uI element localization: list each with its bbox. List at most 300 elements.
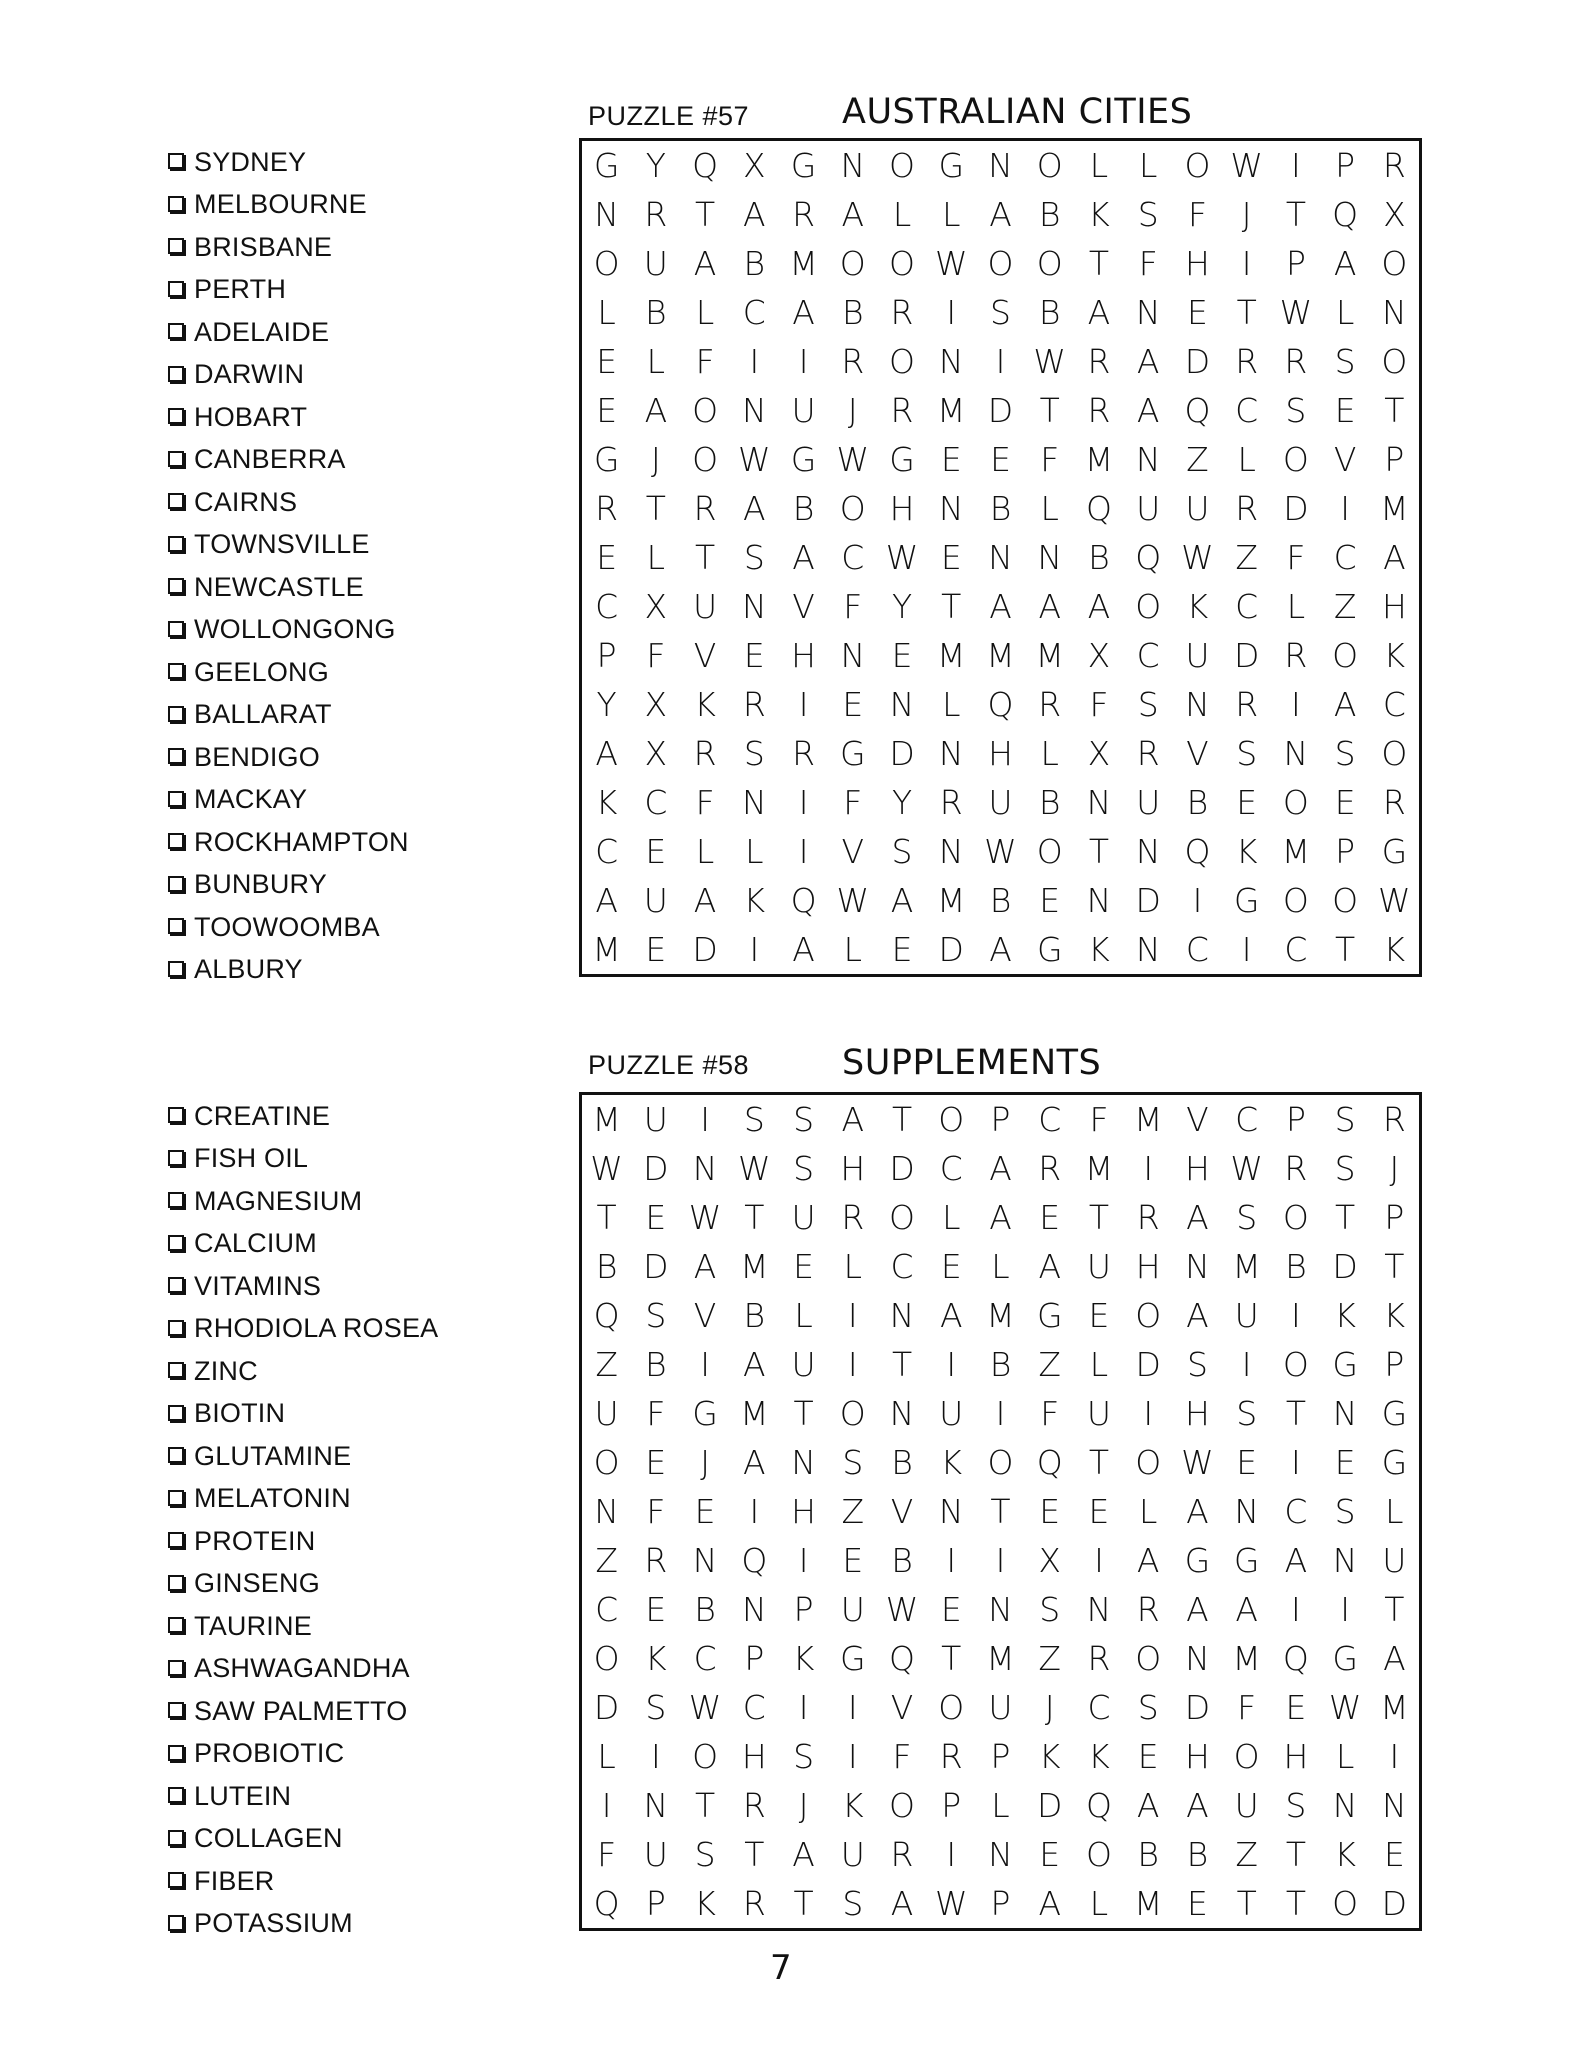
grid-letter: N [1283, 734, 1309, 773]
grid-letter: G [840, 734, 866, 773]
checkbox-icon[interactable] [168, 1107, 184, 1123]
grid-letter: N [1185, 685, 1210, 724]
grid-row [582, 484, 1419, 533]
grid-letter: O [987, 244, 1014, 283]
grid-letter: A [1186, 1786, 1209, 1825]
grid-letter: E [645, 832, 667, 871]
grid-letter: L [1040, 489, 1059, 528]
grid-letter: Q [1085, 1786, 1112, 1825]
grid-letter: A [1186, 1296, 1209, 1335]
grid-letter: W [1378, 881, 1411, 920]
grid-letter: Q [1184, 391, 1211, 430]
grid-letter: I [1291, 685, 1301, 724]
grid-letter: U [1185, 636, 1210, 675]
grid-letter: U [1234, 1786, 1259, 1825]
grid-letter: Q [593, 1296, 620, 1335]
grid-letter: P [1285, 244, 1306, 283]
word-list-item [168, 949, 409, 992]
word-label: MELATONIN [194, 1483, 351, 1514]
grid-letter: T [1285, 1884, 1306, 1923]
grid-letter: K [841, 1786, 864, 1825]
grid-letter: H [1135, 1247, 1161, 1286]
grid-letter: I [1291, 1590, 1301, 1629]
grid-letter: A [939, 1296, 963, 1335]
grid-letter: O [1135, 1296, 1162, 1335]
grid-letter: K [940, 1443, 963, 1482]
word-label: FIBER [194, 1865, 275, 1896]
grid-letter: U [1136, 783, 1161, 822]
grid-letter: D [987, 391, 1014, 430]
grid-letter: P [990, 1100, 1011, 1139]
grid-row [582, 778, 1419, 827]
checkbox-icon[interactable] [168, 238, 184, 254]
grid-letter: R [841, 342, 865, 381]
grid-letter: C [595, 1590, 619, 1629]
checkbox-icon[interactable] [168, 578, 184, 594]
checkbox-icon[interactable] [168, 1660, 184, 1676]
grid-letter: M [1035, 636, 1064, 675]
word-list-item [168, 141, 409, 184]
word-list-item [168, 311, 409, 354]
grid-letter: A [644, 391, 668, 430]
grid-letter: T [744, 1198, 765, 1237]
checkbox-icon[interactable] [168, 918, 184, 934]
grid-letter: N [692, 1541, 718, 1580]
grid-letter: N [741, 391, 767, 430]
grid-letter: K [1038, 1737, 1061, 1776]
grid-row [582, 1291, 1419, 1340]
grid-letter: K [694, 685, 716, 724]
grid-letter: S [1137, 195, 1159, 234]
grid-letter: N [1086, 881, 1112, 920]
grid-letter: W [885, 1590, 919, 1629]
grid-letter: A [1136, 1786, 1160, 1825]
grid-letter: J [650, 440, 661, 479]
grid-letter: K [743, 881, 766, 920]
checkbox-icon[interactable] [168, 366, 184, 382]
word-label: TAURINE [194, 1610, 312, 1641]
grid-letter: A [989, 195, 1012, 234]
grid-letter: L [942, 685, 961, 724]
grid-letter: U [1086, 1247, 1112, 1286]
word-list-item [168, 864, 409, 907]
grid-letter: B [1186, 783, 1209, 822]
checkbox-icon[interactable] [168, 621, 184, 637]
grid-letter: I [700, 1345, 710, 1384]
grid-letter: O [1184, 146, 1211, 185]
word-list-item [168, 226, 409, 269]
grid-letter: M [592, 930, 621, 969]
grid-letter: P [793, 1590, 814, 1629]
grid-letter: T [695, 1786, 716, 1825]
grid-letter: A [1136, 391, 1160, 430]
checkbox-icon[interactable] [168, 1915, 184, 1931]
grid-letter: X [1087, 636, 1111, 675]
grid-letter: E [1383, 1835, 1405, 1874]
grid-letter: H [1185, 1394, 1210, 1433]
puzzle-title: AUSTRALIAN CITIES [842, 92, 1193, 132]
checkbox-icon[interactable] [168, 1490, 184, 1506]
grid-letter: H [1381, 587, 1407, 626]
puzzle-number: PUZZLE #58 [588, 1050, 750, 1080]
grid-letter: G [692, 1394, 718, 1433]
grid-letter: O [1036, 146, 1063, 185]
grid-letter: U [1086, 1394, 1112, 1433]
grid-letter: O [1135, 587, 1162, 626]
grid-letter: A [989, 930, 1012, 969]
grid-letter: I [1340, 489, 1350, 528]
grid-letter: A [743, 489, 766, 528]
grid-letter: F [1089, 685, 1109, 724]
grid-letter: C [1235, 1100, 1259, 1139]
grid-letter: E [1236, 783, 1258, 822]
checkbox-icon[interactable] [168, 791, 184, 807]
grid-letter: I [1143, 1394, 1154, 1433]
grid-letter: N [938, 1492, 964, 1531]
checkbox-icon[interactable] [168, 1787, 184, 1803]
grid-letter: C [1136, 636, 1160, 675]
word-list-item [168, 1690, 438, 1733]
grid-letter: L [646, 538, 666, 577]
checkbox-icon[interactable] [168, 706, 184, 722]
grid-letter: R [1382, 783, 1406, 822]
grid-letter: S [694, 1835, 716, 1874]
grid-letter: A [792, 1835, 815, 1874]
grid-letter: P [1335, 832, 1356, 871]
grid-letter: O [839, 1394, 866, 1433]
word-label: ALBURY [194, 954, 303, 985]
grid-letter: J [700, 1443, 710, 1482]
grid-letter: A [595, 881, 618, 920]
word-label: MAGNESIUM [194, 1185, 363, 1216]
grid-letter: N [988, 1835, 1013, 1874]
grid-letter: S [1236, 734, 1258, 773]
grid-letter: Z [1038, 1639, 1062, 1678]
grid-letter: A [989, 1198, 1012, 1237]
grid-letter: O [1036, 832, 1063, 871]
grid-letter: L [695, 832, 715, 871]
grid-letter: I [946, 293, 957, 332]
word-label: PROBIOTIC [194, 1738, 345, 1769]
grid-letter: B [645, 293, 667, 332]
grid-letter: U [791, 1345, 816, 1384]
word-list-item [168, 439, 409, 482]
grid-letter: G [889, 440, 915, 479]
checkbox-icon[interactable] [168, 408, 184, 424]
checkbox-icon[interactable] [168, 153, 184, 169]
grid-letter: S [1137, 1688, 1159, 1727]
grid-letter: U [643, 244, 668, 283]
checkbox-icon[interactable] [168, 1745, 184, 1761]
word-list-item [168, 184, 409, 227]
grid-letter: A [890, 881, 914, 920]
grid-letter: N [988, 1590, 1013, 1629]
checkbox-icon[interactable] [168, 1872, 184, 1888]
grid-letter: F [1286, 538, 1306, 577]
grid-letter: E [1334, 391, 1356, 430]
grid-letter: R [890, 293, 914, 332]
grid-letter: R [1136, 1590, 1160, 1629]
grid-letter: A [1383, 1639, 1406, 1678]
word-label: NEWCASTLE [194, 571, 364, 602]
grid-letter: E [842, 1541, 864, 1580]
grid-letter: A [1087, 293, 1111, 332]
grid-letter: W [1328, 1688, 1362, 1727]
grid-letter: T [793, 1394, 814, 1433]
grid-letter: L [1089, 146, 1109, 185]
grid-letter: R [1235, 685, 1259, 724]
grid-letter: K [1383, 1296, 1406, 1335]
checkbox-icon[interactable] [168, 493, 184, 509]
grid-letter: Q [790, 881, 817, 920]
word-label: BENDIGO [194, 741, 320, 772]
grid-letter: Y [891, 587, 913, 626]
grid-letter: U [1185, 489, 1210, 528]
grid-letter: H [1185, 1737, 1210, 1776]
grid-letter: I [1241, 244, 1252, 283]
word-label: CANBERRA [194, 444, 346, 475]
grid-letter: R [1136, 1198, 1160, 1237]
grid-letter: H [791, 636, 816, 675]
grid-letter: T [941, 1639, 962, 1678]
word-list-item [168, 1478, 438, 1521]
grid-letter: N [889, 1394, 915, 1433]
grid-letter: Z [595, 1541, 618, 1580]
grid-letter: C [1382, 685, 1406, 724]
grid-letter: Z [1038, 1345, 1062, 1384]
grid-letter: R [595, 489, 619, 528]
checkbox-icon[interactable] [168, 1447, 184, 1463]
grid-letter: D [643, 1247, 669, 1286]
grid-letter: O [1381, 734, 1408, 773]
word-list-item [168, 269, 409, 312]
grid-letter: G [1332, 1639, 1358, 1678]
word-list-item [168, 1138, 438, 1181]
grid-letter: I [946, 1345, 957, 1384]
grid-letter: A [989, 587, 1012, 626]
grid-letter: B [989, 881, 1012, 920]
grid-letter: N [840, 636, 866, 675]
grid-letter: C [742, 293, 766, 332]
grid-letter: R [1087, 1639, 1111, 1678]
grid-row [582, 435, 1419, 484]
grid-letter: G [790, 146, 817, 185]
grid-letter: M [937, 881, 966, 920]
checkbox-icon[interactable] [168, 1320, 184, 1336]
checkbox-icon[interactable] [168, 281, 184, 297]
checkbox-icon[interactable] [168, 323, 184, 339]
checkbox-icon[interactable] [168, 748, 184, 764]
grid-letter: O [987, 1443, 1014, 1482]
grid-letter: U [643, 1100, 668, 1139]
grid-letter: L [1139, 1492, 1158, 1531]
grid-letter: E [1187, 293, 1208, 332]
grid-letter: F [1040, 440, 1060, 479]
checkbox-icon[interactable] [168, 1150, 184, 1166]
grid-letter: G [1332, 1345, 1358, 1384]
grid-letter: T [1384, 1590, 1405, 1629]
grid-letter: S [1236, 1394, 1258, 1433]
word-label: CAIRNS [194, 486, 298, 517]
word-list [168, 1095, 438, 1945]
grid-letter: O [1282, 881, 1309, 920]
checkbox-icon[interactable] [168, 1235, 184, 1251]
word-list-item [168, 524, 409, 567]
grid-letter: W [836, 881, 870, 920]
word-list-item [168, 1860, 438, 1903]
grid-letter: V [1333, 440, 1357, 479]
grid-letter: N [1185, 1247, 1210, 1286]
grid-letter: L [646, 342, 666, 381]
grid-letter: E [891, 930, 913, 969]
grid-letter: U [988, 1688, 1013, 1727]
word-label: VITAMINS [194, 1270, 322, 1301]
grid-letter: T [1039, 391, 1060, 430]
grid-letter: M [740, 1394, 769, 1433]
grid-letter: L [942, 195, 961, 234]
checkbox-icon[interactable] [168, 961, 184, 977]
grid-letter: X [1087, 734, 1111, 773]
word-list-item [168, 1520, 438, 1563]
checkbox-icon[interactable] [168, 1277, 184, 1293]
checkbox-icon[interactable] [168, 451, 184, 467]
grid-letter: K [1186, 587, 1209, 626]
grid-letter: W [688, 1198, 722, 1237]
grid-letter: K [1088, 1737, 1110, 1776]
checkbox-icon[interactable] [168, 663, 184, 679]
grid-letter: S [842, 1884, 864, 1923]
grid-row [582, 1585, 1419, 1634]
grid-letter: V [841, 832, 865, 871]
grid-letter: P [645, 1884, 666, 1923]
grid-letter: A [792, 538, 815, 577]
checkbox-icon[interactable] [168, 1575, 184, 1591]
grid-row [582, 1438, 1419, 1487]
checkbox-icon[interactable] [168, 1362, 184, 1378]
grid-letter: V [1186, 734, 1209, 773]
grid-letter: T [744, 1835, 765, 1874]
grid-letter: E [645, 1590, 667, 1629]
word-list [168, 141, 409, 991]
grid-letter: D [1381, 1884, 1408, 1923]
grid-letter: I [749, 930, 760, 969]
grid-letter: D [1135, 881, 1161, 920]
checkbox-icon[interactable] [168, 1702, 184, 1718]
checkbox-icon[interactable] [168, 1405, 184, 1421]
grid-letter: N [1135, 293, 1161, 332]
grid-letter: I [1241, 930, 1252, 969]
grid-letter: N [938, 342, 964, 381]
grid-letter: S [1334, 734, 1356, 773]
grid-letter: N [1135, 832, 1161, 871]
checkbox-icon[interactable] [168, 536, 184, 552]
checkbox-icon[interactable] [168, 1830, 184, 1846]
grid-letter: A [693, 1247, 717, 1286]
grid-letter: K [1334, 1296, 1356, 1335]
grid-letter: H [741, 1737, 767, 1776]
grid-letter: O [938, 1100, 965, 1139]
grid-letter: E [1334, 1443, 1356, 1482]
grid-letter: A [1038, 1884, 1062, 1923]
grid-letter: I [946, 1835, 957, 1874]
grid-letter: T [1088, 832, 1110, 871]
grid-letter: E [1039, 1835, 1061, 1874]
grid-letter: O [1085, 1835, 1112, 1874]
grid-letter: S [743, 538, 765, 577]
grid-letter: E [694, 1492, 716, 1531]
grid-letter: W [934, 244, 968, 283]
grid-letter: S [793, 1149, 815, 1188]
word-list-item [168, 736, 409, 779]
grid-letter: L [1286, 587, 1306, 626]
grid-letter: E [1285, 1688, 1307, 1727]
grid-letter: E [1088, 1492, 1110, 1531]
word-list-item [168, 906, 409, 949]
grid-letter: V [890, 1492, 914, 1531]
checkbox-icon[interactable] [168, 1192, 184, 1208]
checkbox-icon[interactable] [168, 196, 184, 212]
grid-letter: N [1234, 1492, 1259, 1531]
grid-letter: D [1184, 342, 1211, 381]
grid-letter: I [946, 1541, 957, 1580]
grid-letter: Z [841, 1492, 865, 1531]
grid-letter: G [1184, 1541, 1211, 1580]
checkbox-icon[interactable] [168, 876, 184, 892]
grid-letter: K [1383, 636, 1406, 675]
grid-letter: L [794, 1296, 813, 1335]
grid-row [582, 729, 1419, 778]
grid-letter: E [940, 440, 962, 479]
checkbox-icon[interactable] [168, 1617, 184, 1633]
grid-row [582, 1830, 1419, 1879]
grid-letter: T [1335, 930, 1356, 969]
grid-letter: K [792, 1639, 815, 1678]
grid-letter: L [597, 1737, 616, 1776]
grid-letter: O [839, 244, 866, 283]
letter-grid [579, 1092, 1422, 1931]
grid-letter: A [1038, 587, 1062, 626]
grid-letter: I [798, 342, 809, 381]
grid-letter: M [1232, 1247, 1261, 1286]
word-list-item [168, 1605, 438, 1648]
grid-row [582, 925, 1419, 974]
grid-letter: O [889, 342, 916, 381]
grid-letter: X [644, 734, 668, 773]
grid-letter: F [843, 587, 863, 626]
grid-letter: O [839, 489, 866, 528]
grid-letter: K [1088, 195, 1110, 234]
grid-row [582, 1242, 1419, 1291]
grid-letter: I [1241, 1345, 1252, 1384]
grid-letter: C [939, 1149, 963, 1188]
grid-letter: F [892, 1737, 912, 1776]
word-label: BUNBURY [194, 869, 327, 900]
grid-letter: M [1380, 1688, 1409, 1727]
grid-letter: E [1137, 1737, 1159, 1776]
checkbox-icon[interactable] [168, 1532, 184, 1548]
checkbox-icon[interactable] [168, 833, 184, 849]
grid-letter: I [798, 1541, 809, 1580]
grid-letter: A [1186, 1198, 1209, 1237]
grid-letter: N [1382, 1786, 1407, 1825]
grid-letter: A [1186, 1590, 1209, 1629]
grid-letter: E [645, 1198, 667, 1237]
word-list-item [168, 1180, 438, 1223]
grid-letter: G [1036, 930, 1063, 969]
grid-letter: C [1284, 930, 1308, 969]
grid-letter: Q [1332, 195, 1359, 234]
grid-letter: V [890, 1688, 914, 1727]
